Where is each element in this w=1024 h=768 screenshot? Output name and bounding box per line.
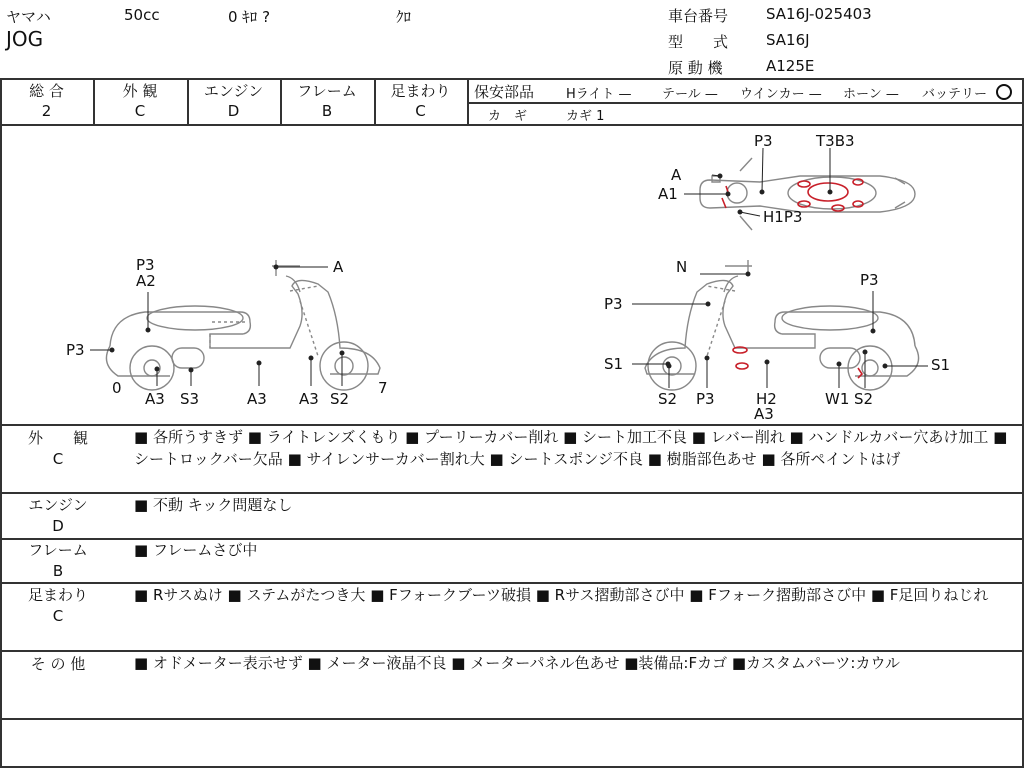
model-name: JOG <box>6 27 44 51</box>
engine-no: A125E <box>766 57 815 75</box>
total-grade: 2 <box>41 102 52 120</box>
left-label-p3-rear: P3 <box>66 341 85 359</box>
taillight-status: テール — <box>662 87 718 102</box>
note-other-text: ■ オドメーター表示せず ■ メーター液晶不良 ■ メーターパネル色あせ ■装備品:Fカゴ ■カスタムパーツ:カウル <box>134 654 901 672</box>
displacement: 50cc <box>124 6 160 24</box>
total-label: 総 合 <box>29 82 64 100</box>
scooter-top-view <box>700 158 915 230</box>
note-exterior-text: ■ 各所うすきず ■ ライトレンズくもり ■ プーリーカバー削れ ■ シート加工不良 ■ レバー削れ ■ ハンドルカバー穴あけ加工 ■ シートロックバー欠品 ■ サイレンサーカバー割れ大 ■ シートスポンジ不良 ■ 樹脂部色あせ ■ 各所ペイントはげ <box>134 428 1008 468</box>
note-frame-label: フレーム <box>28 541 88 559</box>
suspension-grade: C <box>415 102 426 120</box>
left-label-s2: S2 <box>330 390 350 408</box>
left-label-a3-1: A3 <box>145 390 165 408</box>
battery-label: バッテリー <box>922 87 988 102</box>
note-other-label: そ の 他 <box>30 655 86 673</box>
battery-ok-icon <box>996 84 1012 100</box>
right-label-p3-low: P3 <box>696 390 715 408</box>
right-label-s2-rear: S2 <box>854 390 874 408</box>
left-label-a: A <box>333 258 344 276</box>
right-label-a3: A3 <box>754 405 774 423</box>
exterior-grade: C <box>134 102 146 120</box>
keys-label: カ ギ <box>488 109 528 124</box>
note-suspension-label: 足まわり <box>27 586 88 604</box>
top-label-a: A <box>671 166 682 184</box>
suspension-label: 足まわり <box>390 82 451 100</box>
frame-label: フレーム <box>297 82 357 100</box>
damage-diagram <box>0 126 1024 424</box>
note-suspension-grade: C <box>52 607 64 625</box>
headlight-status: Hライト — <box>566 87 632 102</box>
type-value: SA16J <box>766 31 810 49</box>
left-label-a3-3: A3 <box>299 390 319 408</box>
note-engine-grade: D <box>52 517 64 535</box>
right-label-w1: W1 <box>825 390 850 408</box>
frame-no-label: 車台番号 <box>668 7 729 25</box>
safety-label: 保安部品 <box>474 83 535 101</box>
keys-value: カギ 1 <box>566 109 605 124</box>
left-label-p3: P3 <box>136 256 155 274</box>
right-label-h2: H2 <box>756 390 777 408</box>
frame-no: SA16J-025403 <box>766 5 872 23</box>
note-frame-grade: B <box>52 562 64 580</box>
horn-status: ホーン — <box>843 87 899 102</box>
left-label-seven: 7 <box>378 379 388 397</box>
right-label-p3-seat: P3 <box>860 271 879 289</box>
engine-label: エンジン <box>203 82 264 100</box>
mileage: 0 ｷﾛ ? <box>228 8 271 26</box>
right-label-n: N <box>676 258 688 276</box>
top-label-p3: P3 <box>754 132 773 150</box>
exterior-label: 外 観 <box>122 82 158 100</box>
top-label-t3b3: T3B3 <box>816 132 855 150</box>
color: ｸﾛ <box>396 8 412 26</box>
engine-grade: D <box>227 102 240 120</box>
left-label-s3: S3 <box>180 390 200 408</box>
left-label-zero: 0 <box>112 379 122 397</box>
note-engine-label: エンジン <box>28 496 88 514</box>
left-label-a3-2: A3 <box>247 390 267 408</box>
note-exterior-grade: C <box>52 450 64 468</box>
winker-status: ウインカー — <box>740 87 822 102</box>
note-exterior-label: 外 観 <box>27 429 88 447</box>
engine-no-label: 原 動 機 <box>668 59 723 77</box>
right-label-s1-front: S1 <box>604 355 624 373</box>
top-label-h1p3: H1P3 <box>763 208 803 226</box>
left-label-a2: A2 <box>136 272 156 290</box>
top-label-a1: A1 <box>658 185 678 203</box>
maker: ヤマハ <box>6 8 51 26</box>
frame-grade: B <box>321 102 333 120</box>
right-label-p3-front: P3 <box>604 295 623 313</box>
type-label: 型 式 <box>668 33 729 51</box>
note-engine-text: ■ 不動 キック問題なし <box>134 496 293 514</box>
note-suspension-text: ■ Rサスぬけ ■ ステムがたつき大 ■ Fフォークブーツ破損 ■ Rサス摺動部さび中 ■ Fフォーク摺動部さび中 ■ F足回りねじれ <box>134 586 989 604</box>
right-label-s2-front: S2 <box>658 390 678 408</box>
right-label-s1-rear: S1 <box>931 356 951 374</box>
note-frame-text: ■ フレームさび中 <box>134 541 258 559</box>
